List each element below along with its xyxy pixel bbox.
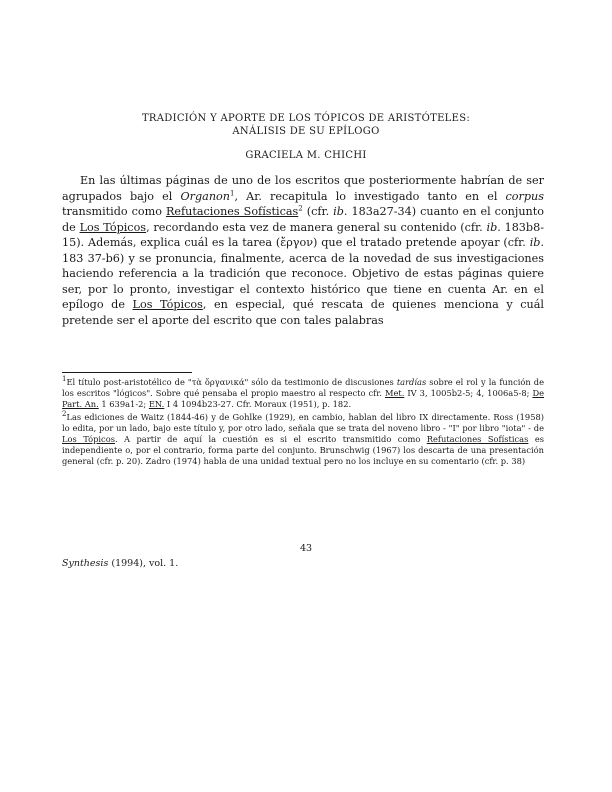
journal-volume: (1994), vol. 1. [108, 558, 179, 569]
text-span: En las últimas páginas de uno de los escritos que posteriormente habrían de ser agrupados bajo el [62, 174, 544, 203]
text-span: sobre el rol y la función de los escritos "lógicos". Sobre qué pensaba el propio maestro al respecto cfr. [62, 377, 544, 399]
underlined-title: Refutaciones Sofísticas [165, 205, 299, 218]
text-span: IV 3, 1005b2-5; 4, 1006a5-8; [404, 388, 533, 399]
text-span: , Ar. recapitula lo investigado tanto en el [234, 189, 506, 203]
footnote-separator [62, 372, 192, 373]
italic-term: tardías [396, 377, 427, 387]
text-span: . A partir de aquí la cuestión es si el escrito transmitido como [114, 434, 427, 445]
italic-term: ib. [529, 236, 544, 249]
text-span: 183 37-b6) y se pronuncia, finalmente, acerca de la novedad de sus investigaciones haciendo referencia a la tradición que reconoce. Objetivo de estas páginas quiere ser, por lo pronto, investigar el contexto histórico que tiene en cuenta Ar. en el epílogo de [62, 251, 544, 311]
author-name: GRACIELA M. CHICHI [245, 150, 367, 161]
body-text [62, 173, 544, 328]
underlined-title: Met. [384, 388, 405, 399]
italic-term: Organon [180, 189, 230, 203]
footnotes [62, 377, 544, 469]
title-line-2: ANÁLISIS DE SU EPÍLOGO [232, 126, 380, 137]
underlined-title: De Part. An. [62, 388, 544, 410]
body-paragraph [62, 173, 544, 328]
underlined-title: Los Tópicos [62, 434, 115, 445]
text-span: , recordando esta vez de manera general su contenido (cfr. [146, 220, 487, 234]
footnote-mark: 2 [62, 409, 67, 418]
underlined-title: Refutaciones Sofísticas [426, 434, 529, 445]
italic-term: corpus [505, 189, 544, 203]
footnote-ref-1: 1 [229, 188, 235, 197]
text-span: El título post-aristotélico de "τὰ ὄργανικά" sólo da testimonio de discusiones [66, 377, 397, 387]
text-span: Las ediciones de Waitz (1844-46) y de Gohlke (1929), en cambio, hablan del libro IX directamente. Ross (1958) lo edita, por un lado, bajo este título y, por otro lado, señala que se trata del noveno libro - "I" por libro "iota" - de [62, 411, 544, 433]
text-span: I 4 1094b23-27. Cfr. Moraux (1951), p. 182. [164, 399, 352, 410]
text-span: 183b8-15). Además, explica cuál es la tarea (ἔργον) que el tratado pretende apoyar (cfr. [62, 220, 544, 249]
footnote-ref-2: 2 [298, 204, 303, 213]
italic-term: ib. [333, 205, 348, 218]
footnote-1 [62, 377, 544, 411]
underlined-title: Los Tópicos [132, 298, 203, 311]
underlined-title: Los Tópicos [79, 220, 147, 234]
page-number: 43 [299, 543, 313, 554]
text-span: , en especial, qué rescata de quienes menciona y cuál pretende ser el aporte del escrito que con tales palabras [62, 298, 544, 327]
footnote-2 [62, 409, 544, 468]
text-span: 1 639a1-2; [98, 399, 149, 410]
title-line-1: TRADICIÓN Y APORTE DE LOS TÓPICOS DE ARISTÓTELES: [141, 113, 471, 124]
footnote-mark: 1 [62, 375, 67, 384]
article-title [60, 112, 552, 138]
text-span: transmitido como [62, 205, 166, 218]
text-span: 183a27-34) cuanto en el conjunto de [62, 205, 544, 234]
journal-citation [62, 558, 178, 569]
underlined-title: EN. [148, 399, 165, 410]
text-span: es independiente o, por el contrario, forma parte del conjunto. Brunschwig (1967) los descarta de una presentación general (cfr. p. 20). Zadro (1974) habla de una unidad textual pero no los incluye en su comentario (cfr. p. 38) [62, 434, 544, 467]
italic-term: ib. [486, 220, 501, 234]
text-span: (cfr. [302, 205, 334, 218]
journal-name: Synthesis [62, 558, 109, 569]
